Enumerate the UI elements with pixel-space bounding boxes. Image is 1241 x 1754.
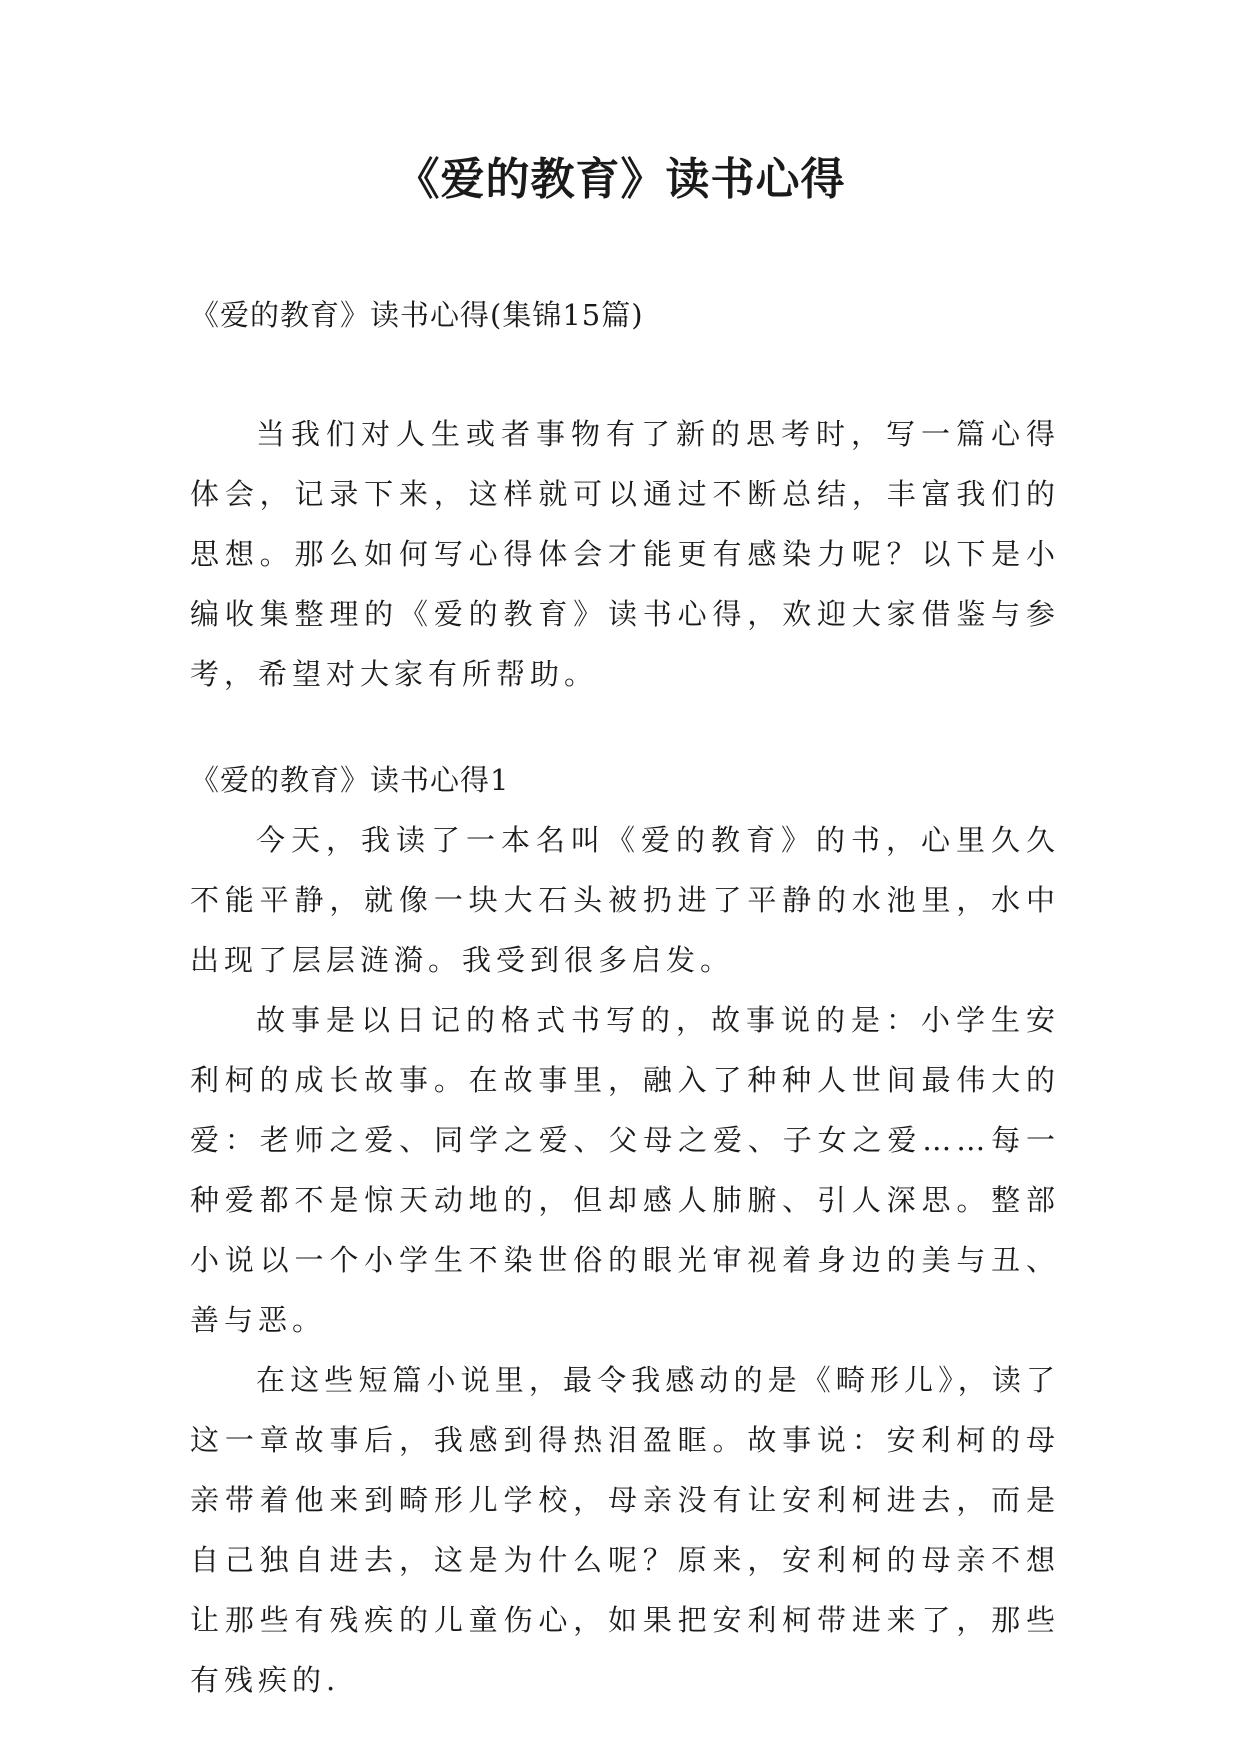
section-1-body [190, 810, 1060, 1710]
body-paragraph-1: 今天，我读了一本名叫《爱的教育》的书，心里久久不能平静，就像一块大石头被扔进了平静的水池里，水中出现了层层涟漪。我受到很多启发。 [190, 823, 1060, 977]
document-subtitle: 《爱的教育》读书心得(集锦15篇) [190, 298, 644, 332]
body-paragraph-2: 故事是以日记的格式书写的，故事说的是：小学生安利柯的成长故事。在故事里，融入了种种人世间最伟大的爱：老师之爱、同学之爱、父母之爱、子女之爱……每一种爱都不是惊天动地的，但却感人肺腑、引人深思。整部小说以一个小学生不染世俗的眼光审视着身边的美与丑、善与恶。 [190, 1003, 1060, 1337]
intro-paragraph: 当我们对人生或者事物有了新的思考时，写一篇心得体会，记录下来，这样就可以通过不断总结，丰富我们的思想。那么如何写心得体会才能更有感染力呢？以下是小编收集整理的《爱的教育》读书心得，欢迎大家借鉴与参考，希望对大家有所帮助。 [190, 417, 1060, 691]
body-paragraph-3: 在这些短篇小说里，最令我感动的是《畸形儿》，读了这一章故事后，我感到得热泪盈眶。故事说：安利柯的母亲带着他来到畸形儿学校，母亲没有让安利柯进去，而是自己独自进去，这是为什么呢？原来，安利柯的母亲不想让那些有残疾的儿童伤心，如果把安利柯带进来了，那些有残疾的. [190, 1363, 1060, 1697]
section-heading-1: 《爱的教育》读书心得1 [190, 763, 510, 797]
document-title: 《爱的教育》读书心得 [395, 154, 846, 205]
intro-block [190, 404, 1060, 704]
